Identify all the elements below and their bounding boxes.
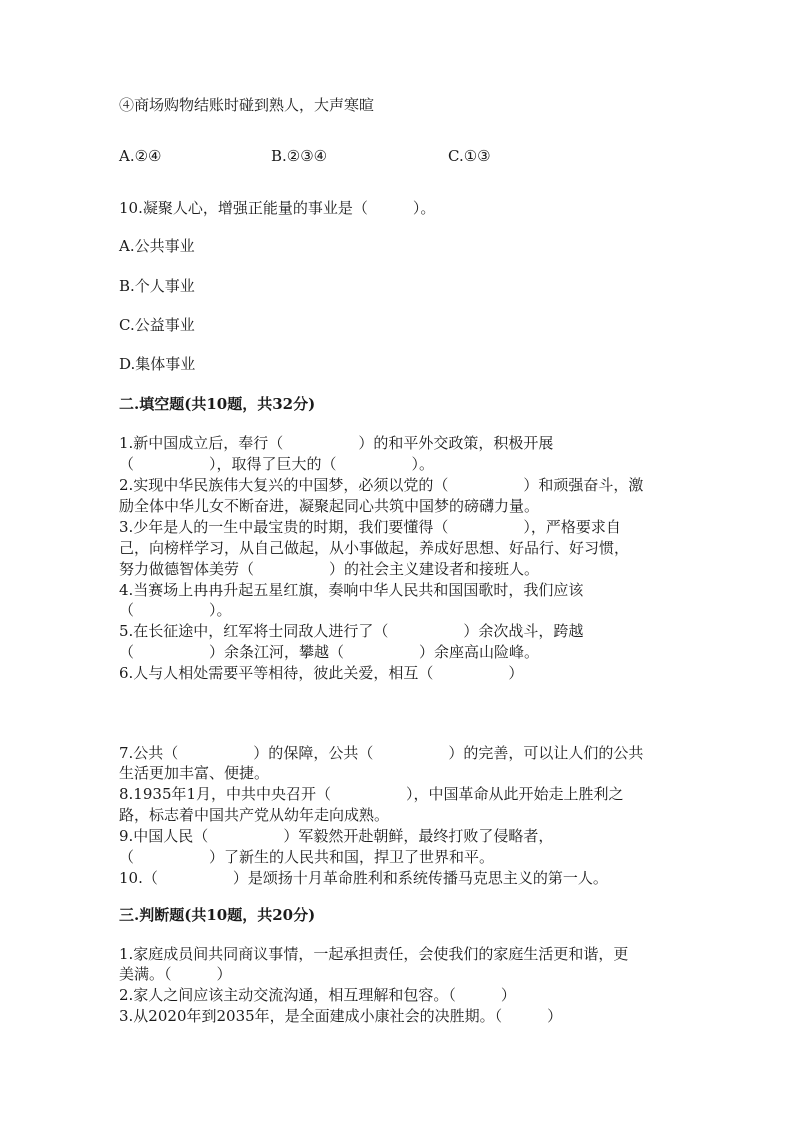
fill-blank-line: 4.当赛场上冉冉升起五星红旗，奏响中华人民共和国国歌时，我们应该 bbox=[119, 581, 584, 599]
fill-blank-line: 3.少年是人的一生中最宝贵的时期，我们要懂得（ ），严格要求自 bbox=[119, 518, 621, 536]
section-3-title: 三.判断题(共10题，共20分) bbox=[119, 906, 316, 924]
section-2-title: 二.填空题(共10题，共32分) bbox=[119, 395, 316, 413]
fill-blank-line: （ ）了新生的人民共和国，捍卫了世界和平。 bbox=[119, 848, 495, 866]
question-9-option-c: C.①③ bbox=[448, 147, 491, 165]
fill-blank-line: 己，向榜样学习，从自己做起，从小事做起，养成好思想、好品行、好习惯， bbox=[119, 539, 630, 557]
judge-line: 美满。（ ） bbox=[119, 965, 232, 983]
fill-blank-line: 1.新中国成立后，奉行（ ）的和平外交政策，积极开展 bbox=[119, 434, 554, 452]
fill-blank-line: 生活更加丰富、便捷。 bbox=[119, 764, 270, 782]
fill-blank-line: （ ）余条江河，攀越（ ）余座高山险峰。 bbox=[119, 643, 540, 661]
fill-blank-line: 励全体中华儿女不断奋进，凝聚起同心共筑中国梦的磅礴力量。 bbox=[119, 497, 540, 515]
fill-blank-line: 9.中国人民（ ）军毅然开赴朝鲜，最终打败了侵略者， bbox=[119, 827, 554, 845]
question-10-option-b: B.个人事业 bbox=[119, 277, 195, 295]
question-10-stem: 10.凝聚人心，增强正能量的事业是（ ）。 bbox=[119, 199, 436, 217]
fill-blank-line: 10.（ ）是颂扬十月革命胜利和系统传播马克思主义的第一人。 bbox=[119, 869, 608, 887]
question-10-option-c: C.公益事业 bbox=[119, 316, 195, 334]
fill-blank-line: 7.公共（ ）的保障，公共（ ）的完善，可以让人们的公共 bbox=[119, 744, 644, 762]
fill-blank-line: 路，标志着中国共产党从幼年走向成熟。 bbox=[119, 806, 390, 824]
judge-line: 2.家人之间应该主动交流沟通，相互理解和包容。（ ） bbox=[119, 986, 516, 1004]
judge-line: 3.从2020年到2035年，是全面建成小康社会的决胜期。（ ） bbox=[119, 1007, 563, 1025]
question-10-option-a: A.公共事业 bbox=[119, 237, 195, 255]
fill-blank-line: 6.人与人相处需要平等相待，彼此关爱，相互（ ） bbox=[119, 664, 524, 682]
fill-blank-line: 8.1935年1月，中共中央召开（ ），中国革命从此开始走上胜利之 bbox=[119, 785, 624, 803]
fill-blank-line: 努力做德智体美劳（ ）的社会主义建设者和接班人。 bbox=[119, 560, 540, 578]
fill-blank-line: 2.实现中华民族伟大复兴的中国梦，必须以党的（ ）和顽强奋斗，激 bbox=[119, 476, 644, 494]
question-9-option-b: B.②③④ bbox=[271, 147, 328, 165]
question-9-option-a: A.②④ bbox=[119, 147, 162, 165]
judge-line: 1.家庭成员间共同商议事情，一起承担责任，会使我们的家庭生活更和谐，更 bbox=[119, 945, 629, 963]
fill-blank-line: （ ），取得了巨大的（ ）。 bbox=[119, 455, 435, 473]
question-10-option-d: D.集体事业 bbox=[119, 355, 196, 373]
fill-blank-line: （ ）。 bbox=[119, 601, 232, 619]
question-9-item-4: ④商场购物结账时碰到熟人，大声寒暄 bbox=[119, 96, 375, 114]
fill-blank-line: 5.在长征途中，红军将士同敌人进行了（ ）余次战斗，跨越 bbox=[119, 622, 584, 640]
